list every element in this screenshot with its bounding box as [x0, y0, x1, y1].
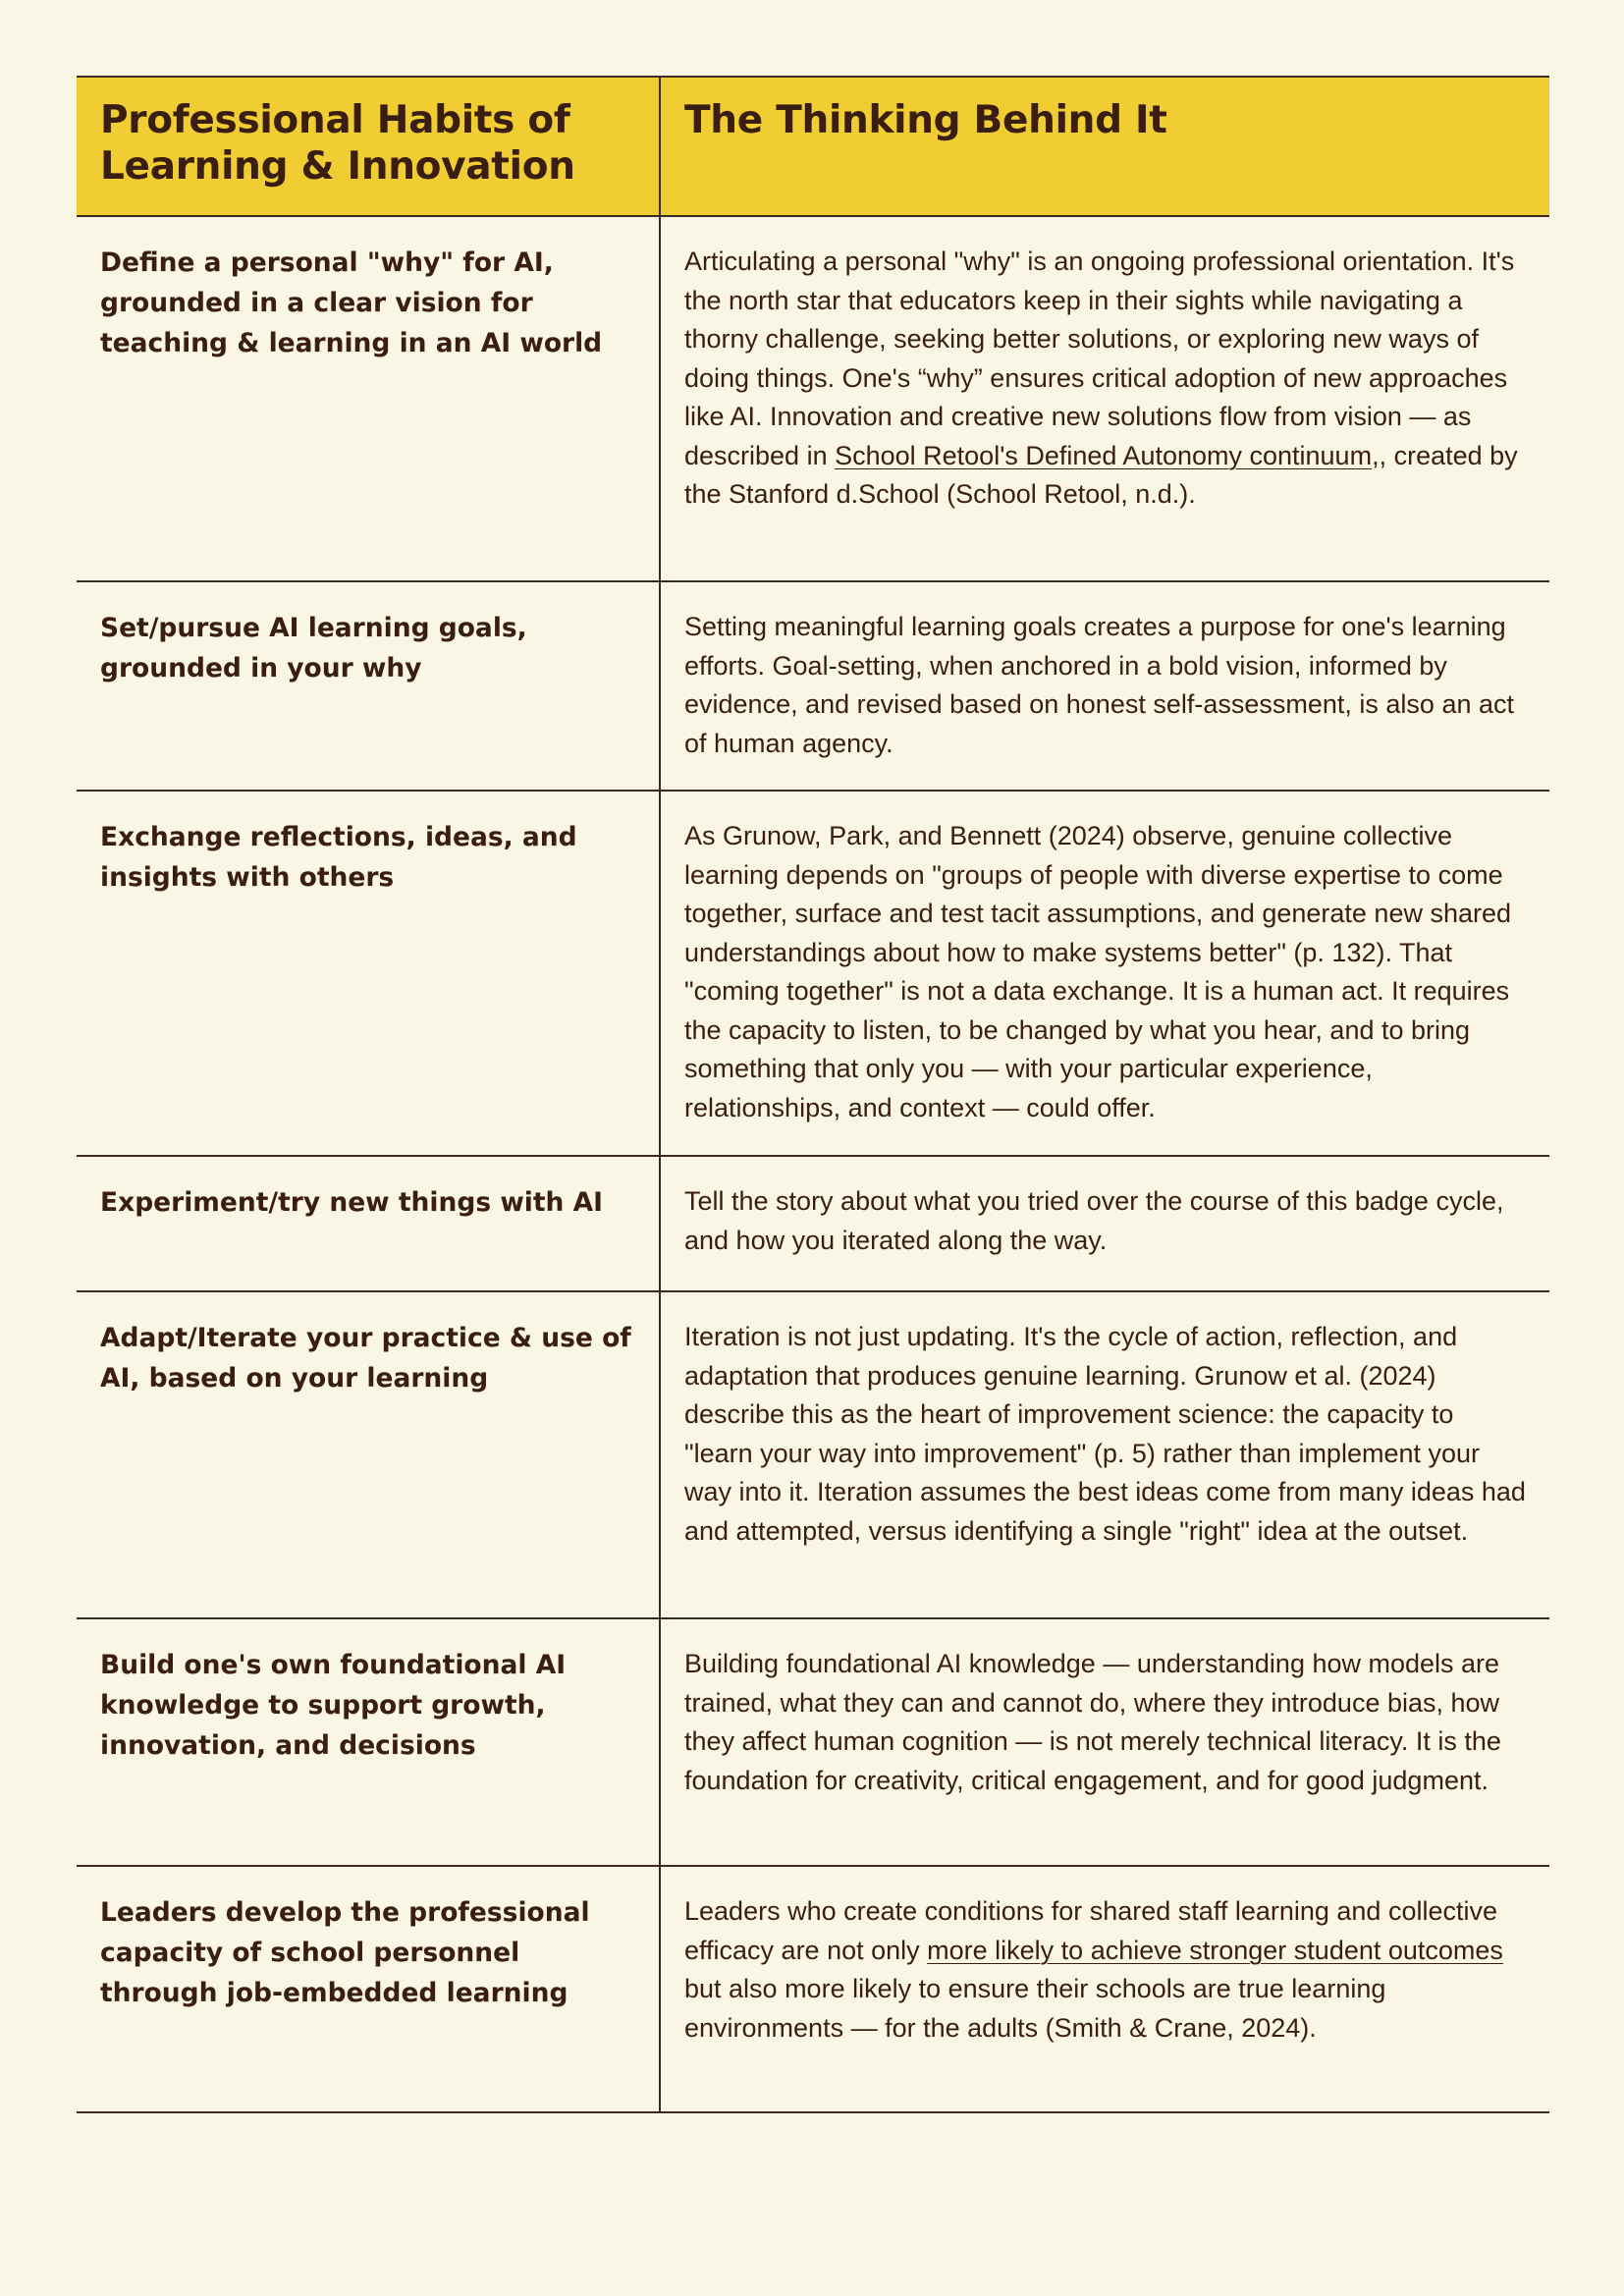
- habit-cell: [77, 1157, 661, 1290]
- thinking-text: Tell the story about what you tried over the course of this badge cycle, and how you iterated along the way.: [684, 1186, 1504, 1255]
- thinking-text: As Grunow, Park, and Bennett (2024) observe, genuine collective learning depends on "groups of people with diverse expertise to come together, surface and test tacit assumptions, and generate new shared understandings about how to make systems better" (p. 132). That "coming together" is not a data exchange. It is a human act. It requires the capacity to listen, to be changed by what you hear, and to bring something that only you — with your particular experience, relationships, and context — could offer.: [684, 821, 1512, 1122]
- habits-table: [77, 76, 1549, 2113]
- thinking-text-before: Leaders who create conditions for shared staff learning and collective efficacy are not only: [684, 1896, 1497, 1965]
- thinking-text: Building foundational AI knowledge — understanding how models are trained, what they can and cannot do, where they introduce bias, how they affect human cognition — is not merely technical literacy. It is the foundation for creativity, critical engagement, and for good judgment.: [684, 1649, 1501, 1795]
- thinking-cell: [661, 792, 1549, 1155]
- header-habits-line1: Professional Habits of: [100, 98, 570, 142]
- thinking-text: [684, 1892, 1526, 2048]
- thinking-text: [684, 243, 1526, 515]
- thinking-cell: [661, 1157, 1549, 1290]
- table-row: [77, 1867, 1549, 2113]
- thinking-cell: [661, 1292, 1549, 1617]
- habit-cell: [77, 582, 661, 790]
- header-cell-habits: [77, 78, 661, 215]
- thinking-cell: [661, 217, 1549, 580]
- habit-cell: [77, 792, 661, 1155]
- habit-cell: [77, 1292, 661, 1617]
- habit-text: Experiment/try new things with AI: [100, 1187, 604, 1218]
- thinking-cell: [661, 1867, 1549, 2111]
- thinking-text-after: but also more likely to ensure their schools are true learning environments — for the adults (Smith & Crane, 2024).: [684, 1974, 1386, 2043]
- habit-text: Exchange reflections, ideas, and insights with others: [100, 822, 577, 893]
- thinking-text: Setting meaningful learning goals creates a purpose for one's learning efforts. Goal-setting, when anchored in a bold vision, informed by evidence, and revised based on honest self-assessment, is also an act of human agency.: [684, 612, 1514, 758]
- table-header-row: [77, 78, 1549, 217]
- habit-text: Adapt/Iterate your practice & use of AI, based on your learning: [100, 1323, 631, 1394]
- thinking-cell: [661, 582, 1549, 790]
- table-row: [77, 792, 1549, 1157]
- thinking-cell: [661, 1619, 1549, 1865]
- table-row: [77, 582, 1549, 792]
- habit-cell: [77, 1867, 661, 2111]
- habit-cell: [77, 217, 661, 580]
- thinking-text-after: ,, created by the Stanford d.School (School Retool, n.d.).: [684, 440, 1518, 509]
- habit-text: Leaders develop the professional capacity of school personnel through job-embedded learning: [100, 1897, 590, 2008]
- table-row: [77, 217, 1549, 582]
- table-row: [77, 1157, 1549, 1292]
- habit-cell: [77, 1619, 661, 1865]
- header-cell-thinking: [661, 78, 1549, 215]
- thinking-text: Iteration is not just updating. It's the cycle of action, reflection, and adaptation that produces genuine learning. Grunow et al. (2024) describe this as the heart of improvement science: the capacity to "learn your way into improvement" (p. 5) rather than implement your way into it. Iteration assumes the best ideas come from many ideas had and attempted, versus identifying a single "right" idea at the outset.: [684, 1322, 1526, 1546]
- table-row: [77, 1619, 1549, 1867]
- habit-text: Build one's own foundational AI knowledge to support growth, innovation, and decisions: [100, 1650, 567, 1761]
- habit-text: Set/pursue AI learning goals, grounded in your why: [100, 613, 527, 683]
- header-thinking: The Thinking Behind It: [684, 98, 1167, 142]
- header-habits-line2: Learning & Innovation: [100, 144, 575, 189]
- student-outcomes-link[interactable]: more likely to achieve stronger student outcomes: [927, 1935, 1503, 1965]
- table-row: [77, 1292, 1549, 1619]
- thinking-text-before: Articulating a personal "why" is an ongoing professional orientation. It's the north star that educators keep in their sights while navigating a thorny challenge, seeking better solutions, or exploring new ways of doing things. One's “why” ensures critical adoption of new approaches like AI. Innovation and creative new solutions flow from vision — as described in: [684, 246, 1515, 470]
- school-retool-link[interactable]: School Retool's Defined Autonomy continuum: [835, 440, 1373, 470]
- habit-text: Define a personal "why" for AI, grounded in a clear vision for teaching & learning in an AI world: [100, 247, 603, 358]
